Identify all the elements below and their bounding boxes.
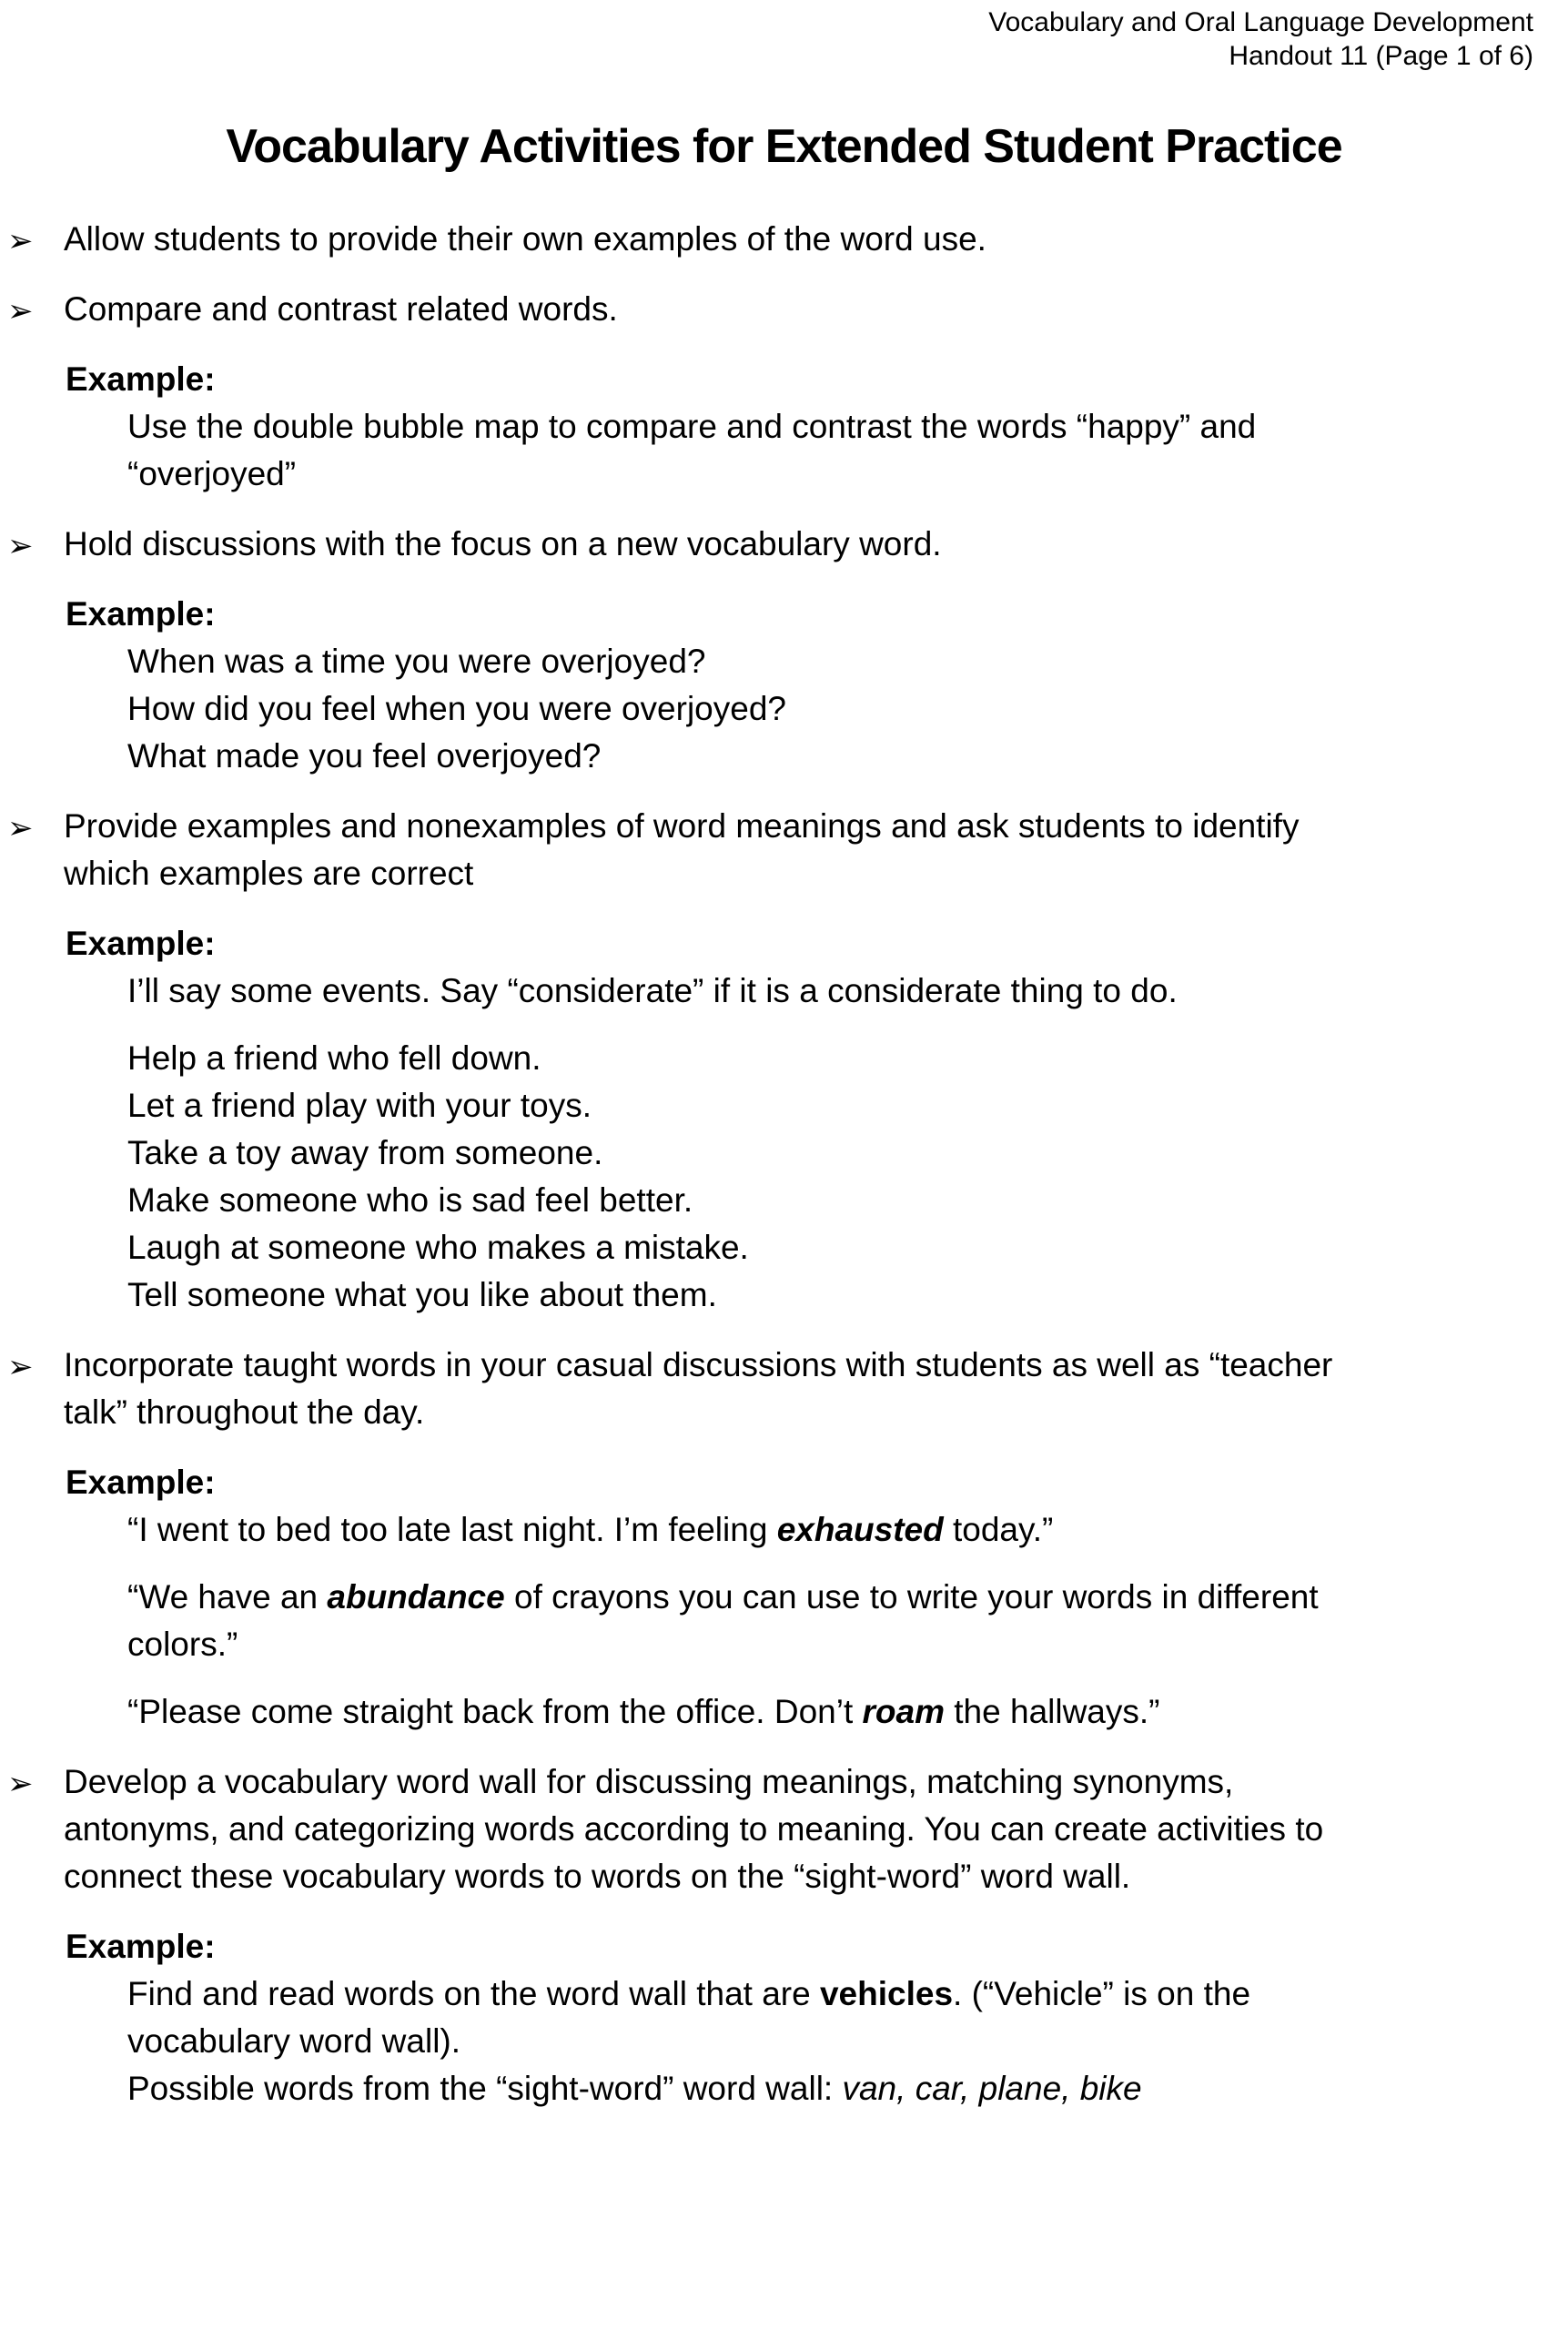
example-label: Example: [66,595,216,633]
text-segment: . (“Vehicle” is on the [953,1975,1251,2012]
text-segment: Hold discussions with the focus on a new vocabulary word. [64,525,942,562]
bullet-line [64,1853,1550,1900]
text-segment: I’ll say some events. Say “considerate” if it is a considerate thing to do. [127,972,1178,1009]
text-segment: Use the double bubble map to compare and contrast the words “happy” and [127,408,1257,445]
example-label: Example: [66,360,216,398]
example-line [127,1621,1568,1668]
text-segment: Make someone who is sad feel better. [127,1181,693,1219]
example-line [127,1574,1568,1621]
text-segment: “We have an [127,1578,328,1616]
text-segment: “Please come straight back from the office. Don’t [127,1693,863,1730]
text-segment: “I went to bed too late last night. I’m feeling [127,1511,777,1548]
example-block [0,1459,1568,1736]
example-line [127,403,1568,451]
text-segment: “overjoyed” [127,455,297,492]
example-line [127,1688,1568,1736]
arrow-bullet-icon: ➢ [7,810,34,846]
text-segment: How did you feel when you were overjoyed? [127,690,786,727]
bullet-item [0,1758,1568,1900]
arrow-bullet-icon: ➢ [7,293,34,329]
emphasized-word: roam [862,1693,945,1730]
bullet-line [64,1389,1550,1436]
text-segment: antonyms, and categorizing words according to meaning. You can create activities to [64,1810,1324,1848]
example-line [127,733,1568,780]
example-line [127,2065,1568,2112]
header-handout-number: Handout 11 (Page 1 of 6) [1229,41,1533,71]
arrow-bullet-icon: ➢ [7,1766,34,1802]
bullet-item [0,216,1568,263]
bullet-line [64,1758,1550,1806]
bullet-line [64,850,1550,897]
text-segment: Find and read words on the word wall that are [127,1975,820,2012]
bullet-line [64,1342,1550,1389]
emphasized-word: van, car, plane, bike [842,2070,1142,2107]
text-segment: of crayons you can use to write your words in different [504,1578,1319,1616]
bullet-line [64,521,1550,568]
emphasized-word: exhausted [776,1511,944,1548]
page-header [0,0,1568,73]
text-segment: Possible words from the “sight-word” word wall: [127,2070,843,2107]
text-segment: Help a friend who fell down. [127,1039,541,1077]
emphasized-word: abundance [327,1578,505,1616]
example-block [0,920,1568,1319]
text-segment: Take a toy away from someone. [127,1134,603,1171]
bullet-item [0,1342,1568,1436]
example-line [127,1130,1568,1177]
text-segment: Allow students to provide their own examples of the word use. [64,220,986,258]
text-segment: vocabulary word wall). [127,2022,461,2060]
example-line [127,1506,1568,1554]
example-block [0,591,1568,780]
example-line [127,451,1568,498]
bullet-item [0,286,1568,333]
arrow-bullet-icon: ➢ [7,223,34,259]
arrow-bullet-icon: ➢ [7,528,34,564]
document-body [0,216,1568,2112]
example-label: Example: [66,1928,216,1965]
example-line [127,1970,1568,2018]
header-course-title: Vocabulary and Oral Language Development [988,7,1533,37]
text-segment: Compare and contrast related words. [64,290,618,328]
example-label: Example: [66,925,216,962]
arrow-bullet-icon: ➢ [7,1349,34,1385]
text-segment: connect these vocabulary words to words on the “sight-word” word wall. [64,1858,1131,1895]
example-line [127,638,1568,685]
example-line [127,1035,1568,1082]
text-segment: today.” [943,1511,1054,1548]
page-title: Vocabulary Activities for Extended Student Practice [226,120,1342,173]
example-line [127,1271,1568,1319]
text-segment: talk” throughout the day. [64,1393,425,1431]
bullet-item [0,803,1568,897]
text-segment: When was a time you were overjoyed? [127,643,706,680]
bullet-line [64,1806,1550,1853]
example-line [127,1224,1568,1271]
text-segment: Provide examples and nonexamples of word meanings and ask students to identify [64,807,1300,845]
text-segment: Laugh at someone who makes a mistake. [127,1229,749,1266]
text-segment: Let a friend play with your toys. [127,1087,592,1124]
emphasized-word: vehicles [819,1975,954,2012]
text-segment: which examples are correct [64,855,474,892]
example-block [0,356,1568,498]
example-block [0,1923,1568,2112]
text-segment: What made you feel overjoyed? [127,737,602,775]
example-line [127,685,1568,733]
bullet-item [0,521,1568,568]
text-segment: Tell someone what you like about them. [127,1276,717,1313]
bullet-line [64,216,1550,263]
bullet-line [64,803,1550,850]
example-line [127,2018,1568,2065]
bullet-line [64,286,1550,333]
text-segment: Develop a vocabulary word wall for discussing meanings, matching synonyms, [64,1763,1234,1800]
example-line [127,1082,1568,1130]
example-line [127,1177,1568,1224]
text-segment: the hallways.” [945,1693,1160,1730]
text-segment: colors.” [127,1626,238,1663]
text-segment: Incorporate taught words in your casual discussions with students as well as “teacher [64,1346,1333,1383]
example-line [127,967,1568,1015]
example-label: Example: [66,1464,216,1501]
